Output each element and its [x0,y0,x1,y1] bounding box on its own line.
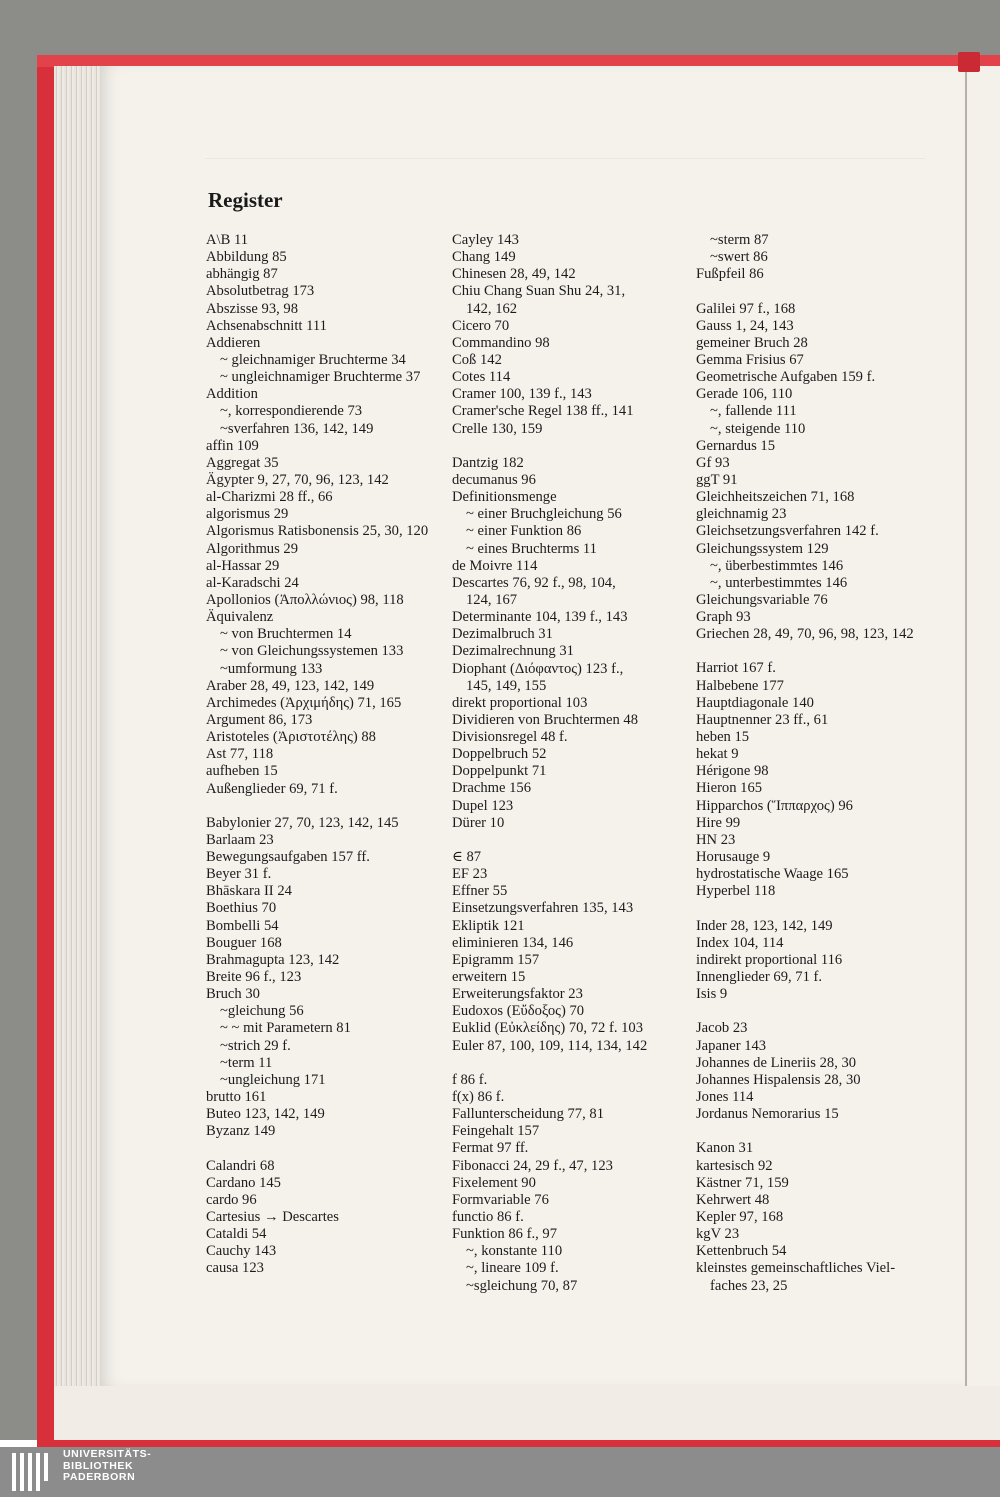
register-entry: aufheben 15 [206,763,278,780]
register-entry: Japaner 143 [696,1037,767,1054]
register-entry: Hire 99 [696,814,741,831]
register-entry: Innenglieder 69, 71 f. [696,969,823,985]
library-logo-icon [10,1451,58,1493]
register-entry: Jones 114 [696,1088,754,1105]
register-entry: ~umformung 133 [220,660,323,677]
register-entry: ~ eines Bruchterms 11 [466,540,597,557]
register-entry: Gleichungssystem 129 [696,540,829,557]
register-entry: Harriot 167 f. [696,660,776,677]
register-entry: ~, steigende 110 [710,420,806,437]
register-entry: Absolutbetrag 173 [206,283,315,300]
register-entry: HN 23 [696,831,736,848]
register-entry: ~, lineare 109 f. [466,1260,559,1277]
register-entry [452,832,688,849]
register-entry: Johannes Hispalensis 28, 30 [696,1071,861,1088]
register-entry: Halbebene 177 [696,677,784,694]
register-entry [696,283,946,300]
register-entry: Barlaam 23 [206,831,274,848]
register-entry: 145, 149, 155 [466,677,547,694]
register-entry: eliminieren 134, 146 [452,934,574,951]
register-entry: Dezimalbruch 31 [452,626,553,643]
register-entry: ~, fallende 111 [710,403,797,420]
library-name-line-1: UNIVERSITÄTS- [63,1448,152,1460]
register-entry: decumanus 96 [452,471,536,488]
register-entry: ~ von Gleichungssystemen 133 [220,643,404,660]
register-entry: Argument 86, 173 [206,711,313,728]
register-entry: Bouguer 168 [206,934,282,951]
register-entry [206,798,442,815]
register-entry: faches 23, 25 [710,1277,788,1294]
register-entry: ~ ungleichnamiger Bruchterme 37 [220,369,421,386]
register-entry: A\B 11 [206,232,249,248]
register-entry: ~ gleichnamiger Bruchterme 34 [220,351,406,368]
register-entry: gemeiner Bruch 28 [696,334,808,351]
page-edges [54,66,100,1386]
register-entry: Außenglieder 69, 71 f. [206,780,338,797]
register-entry: ~, unterbestimmtes 146 [710,574,848,591]
register-entry: cardo 96 [206,1191,257,1208]
register-entry: ggT 91 [696,471,738,488]
register-entry: ~ einer Bruchgleichung 56 [466,506,622,523]
register-entry: Fixelement 90 [452,1174,536,1191]
register-entry: Achsenabschnitt 111 [206,317,327,334]
register-entry: indirekt proportional 116 [696,951,843,968]
register-entry: ~ ~ mit Parametern 81 [220,1020,351,1037]
register-entry: Bombelli 54 [206,917,279,934]
register-entry [206,1140,442,1157]
register-entry: Commandino 98 [452,334,550,351]
register-entry [696,1123,946,1140]
register-entry: Determinante 104, 139 f., 143 [452,609,628,626]
next-page-edge [965,66,1000,1386]
register-entry: ~, konstante 110 [466,1243,563,1260]
register-entry: Fermat 97 ff. [452,1140,529,1157]
register-entry: Dantzig 182 [452,454,524,471]
register-entry: ~sterm 87 [710,232,769,248]
register-entry: Doppelbruch 52 [452,746,547,763]
register-entry: Cartesius → Descartes [206,1208,339,1225]
register-entry: Epigramm 157 [452,951,540,968]
register-entry: Divisionsregel 48 f. [452,729,568,746]
register-entry: kartesisch 92 [696,1157,773,1174]
register-entry: Isis 9 [696,986,728,1003]
register-entry: kleinstes gemeinschaftliches Viel- [696,1260,896,1277]
register-entry: Byzanz 149 [206,1123,276,1140]
register-entry: Addition [206,386,258,403]
library-logo-text [63,1449,151,1484]
register-entry: Galilei 97 f., 168 [696,300,796,317]
register-entry: Chang 149 [452,249,516,266]
register-entry: Gleichsetzungsverfahren 142 f. [696,523,879,540]
ribbon-clip [958,52,980,72]
register-entry: Hauptnenner 23 ff., 61 [696,711,829,728]
register-entry: brutto 161 [206,1089,267,1106]
register-entry: Gernardus 15 [696,437,776,454]
register-entry: ~sgleichung 70, 87 [466,1277,578,1294]
register-entry: gleichnamig 23 [696,506,787,523]
register-entry: Fußpfeil 86 [696,266,764,283]
register-entry: Euler 87, 100, 109, 114, 134, 142 [452,1037,648,1054]
register-entry: Einsetzungsverfahren 135, 143 [452,900,634,917]
register-entry: Cotes 114 [452,369,511,386]
register-entry: abhängig 87 [206,266,278,283]
register-entry: Cramer 100, 139 f., 143 [452,386,592,403]
register-entry: ∈ 87 [452,849,482,866]
register-entry: Doppelpunkt 71 [452,763,547,780]
register-entry: 124, 167 [466,591,518,608]
register-entry: algorismus 29 [206,506,289,523]
register-entry: Jordanus Nemorarius 15 [696,1106,839,1123]
register-entry: ~ von Bruchtermen 14 [220,626,352,643]
register-entry: Cauchy 143 [206,1243,277,1260]
register-entry: EF 23 [452,866,488,883]
register-entry: direkt proportional 103 [452,694,588,711]
register-entry [696,1003,946,1020]
register-entry: Beyer 31 f. [206,866,272,883]
register-entry: Ägypter 9, 27, 70, 96, 123, 142 [206,471,389,488]
register-entry: Bewegungsaufgaben 157 ff. [206,849,370,866]
register-entry: al-Charizmi 28 ff., 66 [206,489,333,506]
register-entry: Hérigone 98 [696,763,769,780]
register-entry: Kettenbruch 54 [696,1243,787,1260]
show-through-shadow [205,140,925,159]
register-entry: Babylonier 27, 70, 123, 142, 145 [206,814,399,831]
register-entry: f 86 f. [452,1071,488,1088]
register-entry: hekat 9 [696,746,739,763]
register-entry: Geometrische Aufgaben 159 f. [696,369,876,386]
register-column-1 [206,232,442,1278]
register-entry: Graph 93 [696,609,751,626]
register-entry: Algorithmus 29 [206,540,299,557]
register-entry: Aristoteles (Ἀριστοτέλης) 88 [206,729,376,746]
register-entry: Chiu Chang Suan Shu 24, 31, [452,283,626,300]
register-entry [696,643,946,660]
register-entry: Abbildung 85 [206,249,287,266]
register-entry: Fibonacci 24, 29 f., 47, 123 [452,1157,613,1174]
register-entry: Feingehalt 157 [452,1123,540,1140]
register-entry: Algorismus Ratisbonensis 25, 30, 120 [206,523,429,540]
register-entry: ~ungleichung 171 [220,1071,326,1088]
register-entry: ~gleichung 56 [220,1003,304,1020]
register-entry: hydrostatische Waage 165 [696,866,849,883]
register-entry: Aggregat 35 [206,454,279,471]
register-entry: Gauss 1, 24, 143 [696,317,794,334]
register-entry: Gleichungsvariable 76 [696,591,828,608]
register-entry: Formvariable 76 [452,1191,549,1208]
register-entry: Hyperbel 118 [696,883,776,900]
register-entry: erweitern 15 [452,969,526,986]
register-entry: ~, korrespondierende 73 [220,403,363,420]
register-entry: Drachme 156 [452,780,532,797]
library-name-line-3: PADERBORN [63,1471,136,1483]
register-entry: Horusauge 9 [696,849,771,866]
register-entry: Dezimalrechnung 31 [452,643,574,660]
register-entry: Addieren [206,334,261,351]
register-entry [696,900,946,917]
register-entry: 142, 162 [466,300,518,317]
register-entry: Buteo 123, 142, 149 [206,1106,325,1123]
register-entry: ~swert 86 [710,249,768,266]
register-entry: Chinesen 28, 49, 142 [452,266,576,283]
register-entry: Descartes 76, 92 f., 98, 104, [452,574,616,591]
register-entry: Cataldi 54 [206,1226,267,1243]
register-entry: Bruch 30 [206,986,260,1003]
register-entry: Fallunterscheidung 77, 81 [452,1106,604,1123]
register-entry: Gerade 106, 110 [696,386,793,403]
register-entry: Cramer'sche Regel 138 ff., 141 [452,403,634,420]
register-entry: Dürer 10 [452,814,505,831]
register-entry: al-Hassar 29 [206,557,280,574]
register-entry: heben 15 [696,729,750,746]
register-entry: Effner 55 [452,883,508,900]
register-entry: Cayley 143 [452,232,519,248]
register-entry: kgV 23 [696,1226,740,1243]
register-entry: Gemma Frisius 67 [696,351,804,368]
register-entry: Araber 28, 49, 123, 142, 149 [206,677,375,694]
register-entry: Hieron 165 [696,780,763,797]
register-entry: Kanon 31 [696,1140,754,1157]
register-entry: ~term 11 [220,1054,273,1071]
register-entry: Kepler 97, 168 [696,1208,784,1225]
register-entry: ~sverfahren 136, 142, 149 [220,420,374,437]
register-entry: Inder 28, 123, 142, 149 [696,917,833,934]
register-entry: de Moivre 114 [452,557,538,574]
register-entry: Cardano 145 [206,1174,281,1191]
register-entry: Hauptdiagonale 140 [696,694,814,711]
register-entry: affin 109 [206,437,259,454]
register-entry: causa 123 [206,1260,264,1277]
register-entry: Funktion 86 f., 97 [452,1226,557,1243]
register-entry: f(x) 86 f. [452,1088,505,1105]
register-entry: Erweiterungsfaktor 23 [452,986,583,1003]
register-entry: Eudoxos (Εὔδοξος) 70 [452,1003,585,1020]
register-entry: Cicero 70 [452,317,510,334]
library-name-line-2: BIBLIOTHEK [63,1459,134,1472]
register-entry: Bhāskara II 24 [206,883,292,900]
register-entry: Euklid (Εὐκλείδης) 70, 72 f. 103 [452,1020,644,1037]
register-entry: ~ einer Funktion 86 [466,523,582,540]
register-entry: Breite 96 f., 123 [206,969,302,986]
register-entry: Jacob 23 [696,1020,748,1037]
register-entry: Brahmagupta 123, 142 [206,951,340,968]
register-entry: Kästner 71, 159 [696,1174,789,1191]
register-entry: Dividieren von Bruchtermen 48 [452,711,639,728]
register-entry: Gleichheitszeichen 71, 168 [696,489,855,506]
register-entry: Apollonios (Ἀπολλώνιος) 98, 118 [206,591,404,608]
register-entry: Crelle 130, 159 [452,420,543,437]
register-entry: al-Karadschi 24 [206,574,299,591]
register-entry: Griechen 28, 49, 70, 96, 98, 123, 142 [696,626,914,643]
register-entry: Boethius 70 [206,900,277,917]
register-entry: Coß 142 [452,351,502,368]
register-entry: Calandri 68 [206,1157,275,1174]
register-entry: Hipparchos (Ἵππαρχος) 96 [696,797,853,814]
register-entry: Abszisse 93, 98 [206,300,299,317]
register-entry [452,1055,688,1072]
register-entry: functio 86 f. [452,1208,524,1225]
register-entry: Ekliptik 121 [452,917,525,934]
register-entry: ~strich 29 f. [220,1037,291,1054]
register-entry: Dupel 123 [452,797,514,814]
register-column-3 [696,232,946,1295]
register-entry: Archimedes (Ἀρχιμήδης) 71, 165 [206,694,402,711]
register-entry: Ast 77, 118 [206,746,274,763]
register-column-2 [452,232,688,1295]
register-entry: Gf 93 [696,454,730,471]
register-entry: Äquivalenz [206,609,274,626]
register-entry: Index 104, 114 [696,934,784,951]
page-title: Register [208,188,283,212]
register-entry [452,438,688,455]
register-entry: Johannes de Lineriis 28, 30 [696,1054,857,1071]
register-entry: Diophant (Διόφαντος) 123 f., [452,660,624,677]
register-entry: Definitionsmenge [452,489,557,506]
register-entry: Kehrwert 48 [696,1191,770,1208]
register-entry: ~, überbestimmtes 146 [710,557,844,574]
